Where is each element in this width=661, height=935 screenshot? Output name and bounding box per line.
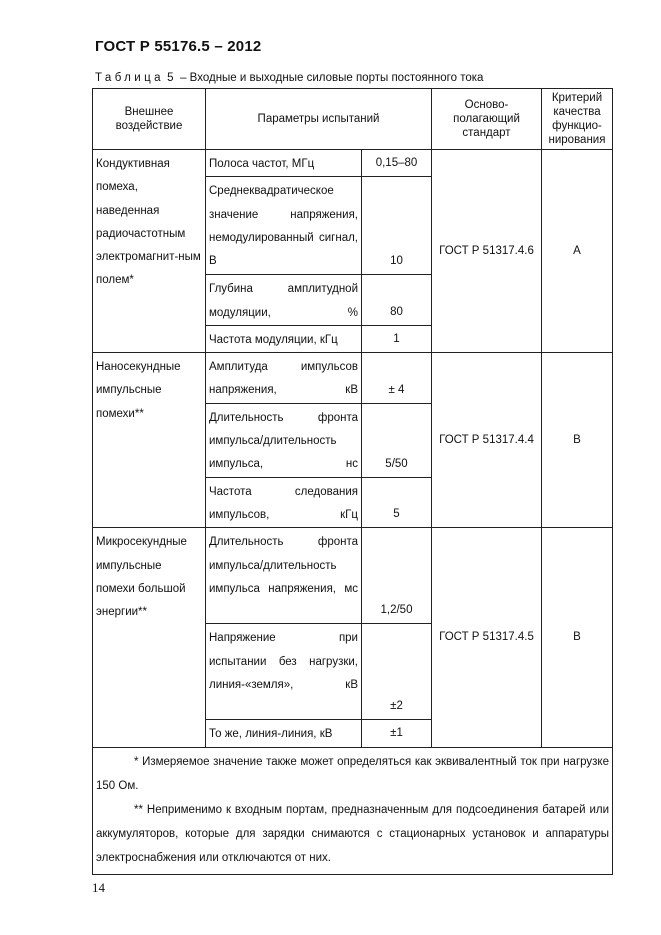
value-cell: 1,2/50 <box>362 528 432 624</box>
value-cell: 80 <box>362 275 432 326</box>
param-cell: Среднеквадратическое значение напряжения, немодулированный сигнал, В <box>206 177 362 275</box>
criterion-cell: B <box>542 528 613 747</box>
table-row <box>93 528 613 624</box>
value-cell: 1 <box>362 325 432 352</box>
table-caption <box>95 72 483 84</box>
standard-cell: ГОСТ Р 51317.4.4 <box>432 353 542 528</box>
param-cell: Полоса частот, МГц <box>206 150 362 177</box>
column-header-criterion: Критерий качества функцио-нирования <box>542 89 613 150</box>
param-cell: То же, линия-линия, кВ <box>206 720 362 747</box>
table-notes <box>93 747 613 874</box>
value-cell: ±1 <box>362 720 432 747</box>
param-cell: Амплитуда импульсов напряжения, кВ <box>206 353 362 404</box>
param-cell: Частота следования импульсов, кГц <box>206 477 362 528</box>
table-footnote: ** Неприменимо к входным портам, предназначенным для подсоединения батарей или аккумуляторов, которые для зарядки снимаются с стационарных установок и аппаратуры электроснабжения или отключаются от них. <box>96 803 609 864</box>
effect-cell: Наносекундные импульсные помехи** <box>93 353 206 528</box>
value-cell: 0,15–80 <box>362 150 432 177</box>
standard-cell: ГОСТ Р 51317.4.6 <box>432 150 542 353</box>
value-cell: 10 <box>362 177 432 275</box>
criterion-cell: B <box>542 353 613 528</box>
table-row <box>93 353 613 404</box>
caption-number: 5 <box>167 72 177 84</box>
caption-label: Таблица <box>95 72 164 84</box>
page-number: 14 <box>92 880 105 895</box>
table-header-row <box>93 89 613 150</box>
criterion-cell: A <box>542 150 613 353</box>
table-row <box>93 150 613 177</box>
param-cell: Длительность фронта импульса/длительность импульса напряжения, мс <box>206 528 362 624</box>
table-notes-row <box>93 747 613 874</box>
value-cell: 5/50 <box>362 403 432 477</box>
param-cell: Напряжение при испытании без нагрузки, линия-«земля», кВ <box>206 624 362 720</box>
standard-cell: ГОСТ Р 51317.4.5 <box>432 528 542 747</box>
value-cell: 5 <box>362 477 432 528</box>
param-cell: Глубина амплитудной модуляции, % <box>206 275 362 326</box>
ports-table <box>92 88 613 875</box>
column-header-effect: Внешнее воздействие <box>93 89 206 150</box>
caption-text: – Входные и выходные силовые порты постоянного тока <box>176 72 484 84</box>
table-footnote: * Измеряемое значение также может определяться как эквивалентный ток при нагрузке 150 Ом. <box>96 755 609 792</box>
effect-cell: Микросекундные импульсные помехи большой энергии** <box>93 528 206 747</box>
column-header-parameters: Параметры испытаний <box>206 89 432 150</box>
document-title: ГОСТ Р 55176.5 – 2012 <box>95 38 262 55</box>
param-cell: Частота модуляции, кГц <box>206 325 362 352</box>
param-cell: Длительность фронта импульса/длительность импульса, нс <box>206 403 362 477</box>
value-cell: ±2 <box>362 624 432 720</box>
effect-cell: Кондуктивная помеха, наведенная радиочастотным электромагнит-ным полем* <box>93 150 206 353</box>
value-cell: ± 4 <box>362 353 432 404</box>
column-header-standard: Осново-полагающий стандарт <box>432 89 542 150</box>
